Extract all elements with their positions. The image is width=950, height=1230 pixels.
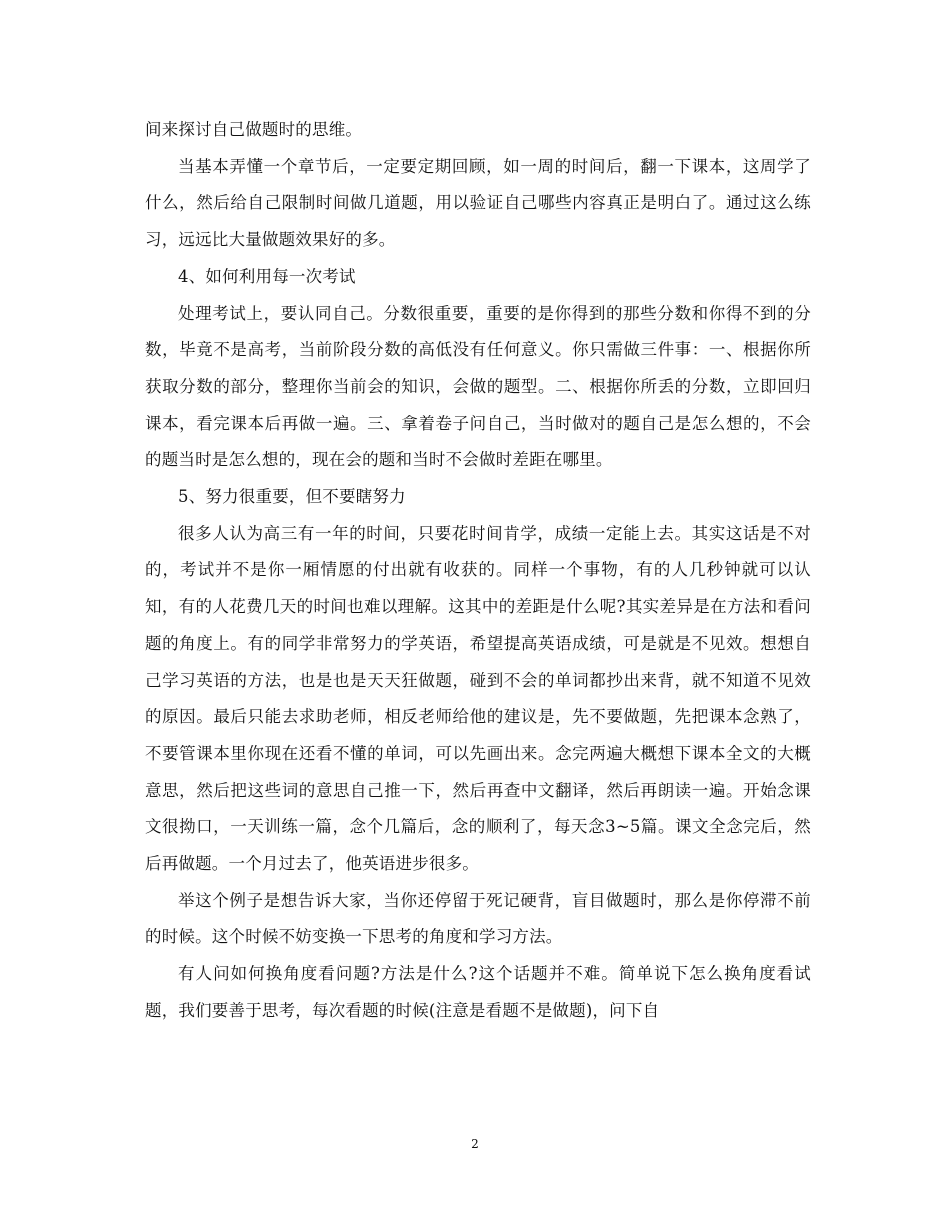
paragraph-review: 当基本弄懂一个章节后，一定要定期回顾，如一周的时间后，翻一下课本，这周学了什么，然后给自己限制时间做几道题，用以验证自己哪些内容真正是明白了。通过这么练习，远远比大量做题效果好的多。	[145, 156, 811, 250]
paragraph-continuation: 间来探讨自己做题时的思维。	[145, 120, 363, 139]
section-heading-4: 4、如何利用每一次考试	[178, 266, 356, 286]
paragraph-effort: 很多人认为高三有一年的时间，只要花时间肯学，成绩一定能上去。其实这话是不对的，考试并不是你一厢情愿的付出就有收获的。同样一个事物，有的人几秒钟就可以认知，有的人花费几天的时间也难以理解。这其中的差距是什么呢?其实差异是在方法和看问题的角度上。有的同学非常努力的学英语，希望提高英语成绩，可是就是不见效。想想自己学习英语的方法，也是也是天天狂做题，碰到不会的单词都抄出来背，就不知道不见效的原因。最后只能去求助老师，相反老师给他的建议是，先不要做题，先把课本念熟了，不要管课本里你现在还看不懂的单词，可以先画出来。念完两遍大概想下课本全文的大概意思，然后把这些词的意思自己推一下，然后再查中文翻译，然后再朗读一遍。开始念课文很拗口，一天训练一篇，念个几篇后，念的顺利了，每天念3~5篇。课文全念完后，然后再做题。一个月过去了，他英语进步很多。	[145, 523, 811, 874]
paragraph-exam: 处理考试上，要认同自己。分数很重要，重要的是你得到的那些分数和你得不到的分数，毕竟不是高考，当前阶段分数的高低没有任何意义。你只需做三件事：一、根据你所获取分数的部分，整理你当前会的知识，会做的题型。二、根据你所丢的分数，立即回归课本，看完课本后再做一遍。三、拿着卷子问自己，当时做对的题自己是怎么想的，不会的题当时是怎么想的，现在会的题和当时不会做时差距在哪里。	[145, 303, 811, 470]
section-heading-5: 5、努力很重要，但不要瞎努力	[178, 487, 406, 507]
page-number: 2	[471, 1137, 479, 1151]
paragraph-perspective: 有人问如何换角度看问题?方法是什么?这个话题并不难。简单说下怎么换角度看试题，我们要善于思考，每次看题的时候(注意是看题不是做题)，问下自	[145, 964, 811, 1020]
document-body	[145, 112, 811, 1030]
paragraph-example: 举这个例子是想告诉大家，当你还停留于死记硬背，盲目做题时，那么是你停滞不前的时候。这个时候不妨变换一下思考的角度和学习方法。	[145, 890, 811, 947]
